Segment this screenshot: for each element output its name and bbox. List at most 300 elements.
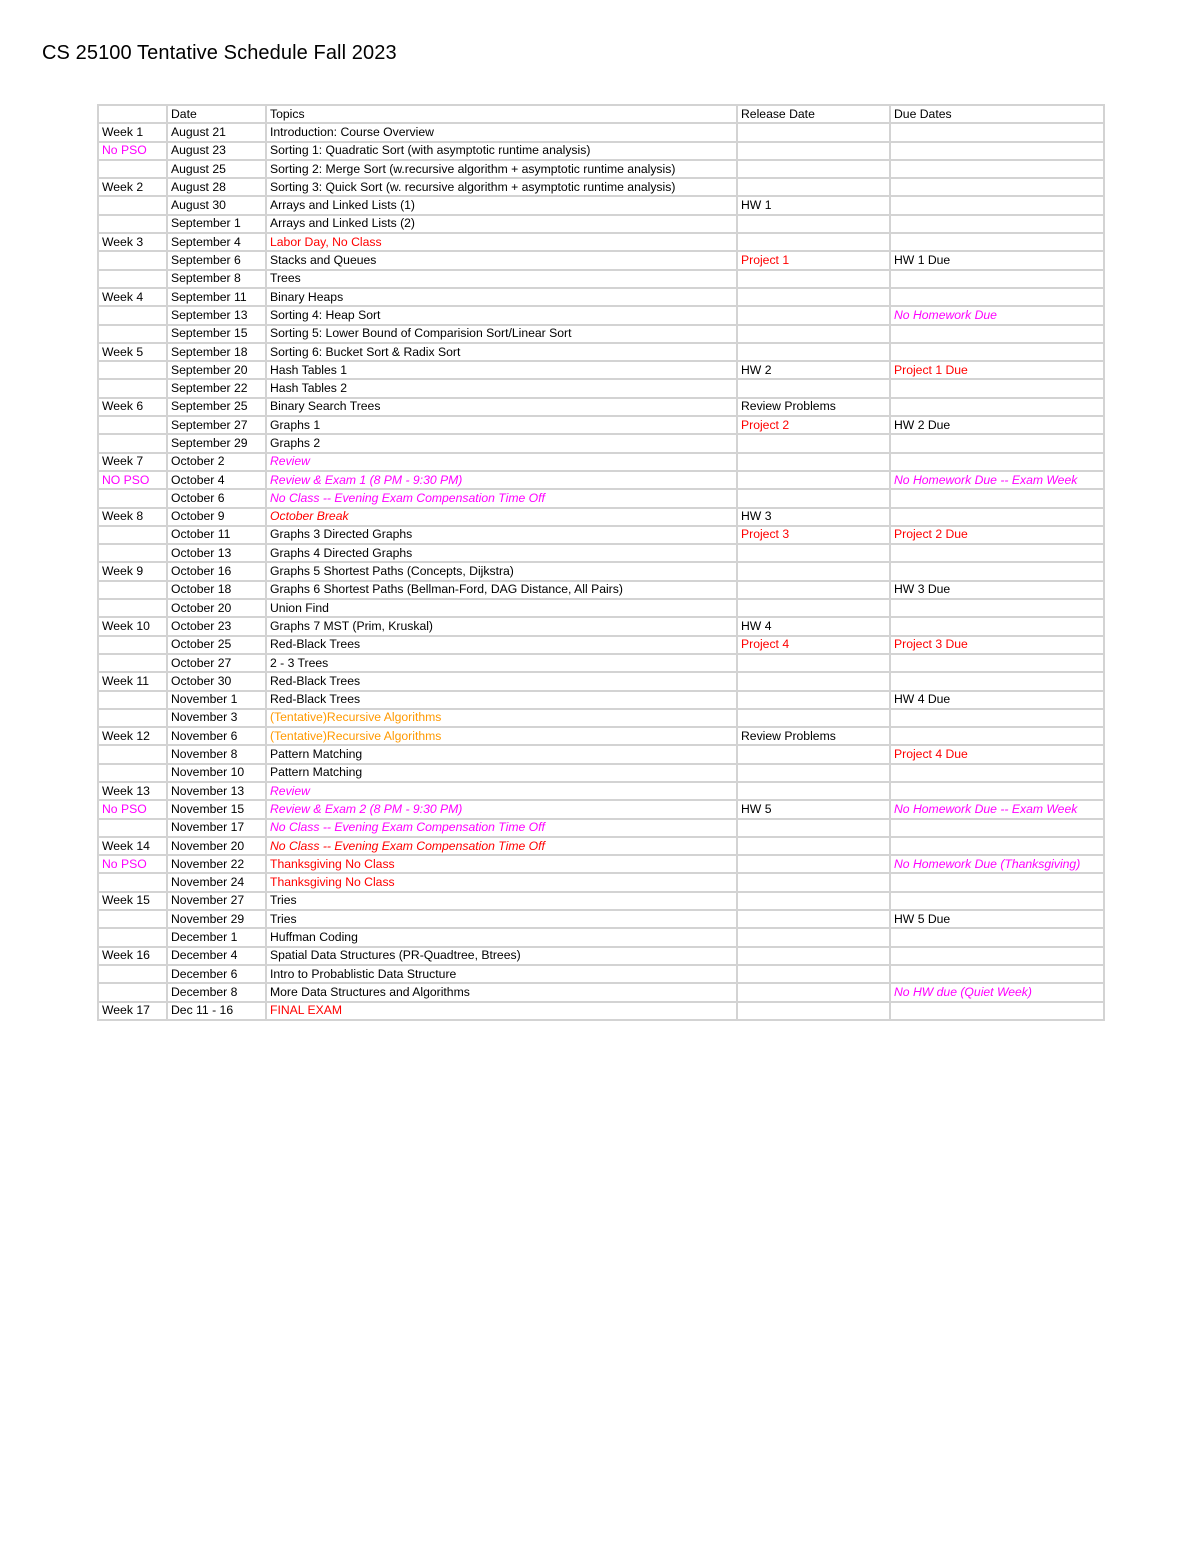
date-cell: December 4 bbox=[167, 947, 266, 965]
due-cell bbox=[890, 142, 1104, 160]
week-cell: Week 13 bbox=[98, 782, 167, 800]
week-cell bbox=[98, 636, 167, 654]
due-cell bbox=[890, 709, 1104, 727]
due-cell: No Homework Due bbox=[890, 306, 1104, 324]
date-cell: November 27 bbox=[167, 892, 266, 910]
date-cell: October 30 bbox=[167, 672, 266, 690]
topic-cell: Tries bbox=[266, 910, 737, 928]
release-cell bbox=[737, 215, 890, 233]
release-cell: Project 2 bbox=[737, 416, 890, 434]
topic-cell: Sorting 2: Merge Sort (w.recursive algorithm + asymptotic runtime analysis) bbox=[266, 160, 737, 178]
header-topics: Topics bbox=[266, 105, 737, 123]
header-due-dates: Due Dates bbox=[890, 105, 1104, 123]
topic-cell: Pattern Matching bbox=[266, 745, 737, 763]
table-row bbox=[98, 233, 1104, 251]
due-cell bbox=[890, 544, 1104, 562]
header-release-date: Release Date bbox=[737, 105, 890, 123]
release-cell: Review Problems bbox=[737, 727, 890, 745]
due-cell: Project 3 Due bbox=[890, 636, 1104, 654]
week-cell bbox=[98, 764, 167, 782]
table-row bbox=[98, 379, 1104, 397]
topic-cell: Graphs 5 Shortest Paths (Concepts, Dijkstra) bbox=[266, 562, 737, 580]
date-cell: September 15 bbox=[167, 325, 266, 343]
date-cell: October 20 bbox=[167, 599, 266, 617]
release-cell bbox=[737, 928, 890, 946]
due-cell bbox=[890, 325, 1104, 343]
table-row bbox=[98, 764, 1104, 782]
release-cell bbox=[737, 123, 890, 141]
week-cell bbox=[98, 361, 167, 379]
topic-cell: Hash Tables 1 bbox=[266, 361, 737, 379]
due-cell bbox=[890, 947, 1104, 965]
due-cell bbox=[890, 434, 1104, 452]
week-cell bbox=[98, 581, 167, 599]
release-cell: HW 2 bbox=[737, 361, 890, 379]
date-cell: September 13 bbox=[167, 306, 266, 324]
date-cell: October 6 bbox=[167, 489, 266, 507]
due-cell: HW 3 Due bbox=[890, 581, 1104, 599]
date-cell: December 6 bbox=[167, 965, 266, 983]
table-row bbox=[98, 123, 1104, 141]
date-cell: September 4 bbox=[167, 233, 266, 251]
table-row bbox=[98, 489, 1104, 507]
release-cell bbox=[737, 142, 890, 160]
table-row bbox=[98, 873, 1104, 891]
due-cell bbox=[890, 928, 1104, 946]
table-row bbox=[98, 361, 1104, 379]
date-cell: October 4 bbox=[167, 471, 266, 489]
release-cell bbox=[737, 672, 890, 690]
due-cell bbox=[890, 343, 1104, 361]
due-cell: HW 5 Due bbox=[890, 910, 1104, 928]
table-row bbox=[98, 215, 1104, 233]
week-cell bbox=[98, 745, 167, 763]
week-cell bbox=[98, 691, 167, 709]
release-cell bbox=[737, 983, 890, 1001]
topic-cell: (Tentative)Recursive Algorithms bbox=[266, 709, 737, 727]
date-cell: November 24 bbox=[167, 873, 266, 891]
date-cell: September 6 bbox=[167, 251, 266, 269]
table-row bbox=[98, 160, 1104, 178]
due-cell bbox=[890, 1002, 1104, 1020]
release-cell bbox=[737, 325, 890, 343]
date-cell: September 22 bbox=[167, 379, 266, 397]
table-row bbox=[98, 1002, 1104, 1020]
week-cell: Week 9 bbox=[98, 562, 167, 580]
due-cell bbox=[890, 654, 1104, 672]
release-cell bbox=[737, 910, 890, 928]
date-cell: August 28 bbox=[167, 178, 266, 196]
topic-cell: Thanksgiving No Class bbox=[266, 855, 737, 873]
table-row bbox=[98, 416, 1104, 434]
week-cell: Week 15 bbox=[98, 892, 167, 910]
date-cell: September 1 bbox=[167, 215, 266, 233]
release-cell bbox=[737, 654, 890, 672]
due-cell: No Homework Due (Thanksgiving) bbox=[890, 855, 1104, 873]
topic-cell: Graphs 2 bbox=[266, 434, 737, 452]
table-row bbox=[98, 691, 1104, 709]
date-cell: October 9 bbox=[167, 508, 266, 526]
table-row bbox=[98, 617, 1104, 635]
week-cell bbox=[98, 526, 167, 544]
week-cell: Week 5 bbox=[98, 343, 167, 361]
table-row bbox=[98, 965, 1104, 983]
date-cell: August 23 bbox=[167, 142, 266, 160]
due-cell: HW 4 Due bbox=[890, 691, 1104, 709]
due-cell bbox=[890, 782, 1104, 800]
due-cell bbox=[890, 562, 1104, 580]
date-cell: September 18 bbox=[167, 343, 266, 361]
table-row bbox=[98, 727, 1104, 745]
header-week bbox=[98, 105, 167, 123]
release-cell bbox=[737, 965, 890, 983]
week-cell bbox=[98, 928, 167, 946]
table-row bbox=[98, 910, 1104, 928]
topic-cell: FINAL EXAM bbox=[266, 1002, 737, 1020]
schedule-table bbox=[97, 104, 1105, 1021]
topic-cell: Graphs 7 MST (Prim, Kruskal) bbox=[266, 617, 737, 635]
release-cell bbox=[737, 947, 890, 965]
date-cell: September 25 bbox=[167, 398, 266, 416]
week-cell bbox=[98, 910, 167, 928]
topic-cell: Red-Black Trees bbox=[266, 691, 737, 709]
header-date: Date bbox=[167, 105, 266, 123]
topic-cell: Arrays and Linked Lists (2) bbox=[266, 215, 737, 233]
week-cell bbox=[98, 965, 167, 983]
topic-cell: October Break bbox=[266, 508, 737, 526]
release-cell bbox=[737, 160, 890, 178]
release-cell bbox=[737, 855, 890, 873]
week-cell: Week 8 bbox=[98, 508, 167, 526]
table-row bbox=[98, 800, 1104, 818]
week-cell: Week 17 bbox=[98, 1002, 167, 1020]
topic-cell: Stacks and Queues bbox=[266, 251, 737, 269]
week-cell: No PSO bbox=[98, 142, 167, 160]
due-cell: HW 2 Due bbox=[890, 416, 1104, 434]
date-cell: August 21 bbox=[167, 123, 266, 141]
table-row bbox=[98, 325, 1104, 343]
topic-cell: Graphs 1 bbox=[266, 416, 737, 434]
date-cell: September 11 bbox=[167, 288, 266, 306]
date-cell: September 8 bbox=[167, 270, 266, 288]
due-cell bbox=[890, 892, 1104, 910]
table-row bbox=[98, 837, 1104, 855]
due-cell bbox=[890, 160, 1104, 178]
week-cell bbox=[98, 325, 167, 343]
release-cell bbox=[737, 288, 890, 306]
due-cell bbox=[890, 270, 1104, 288]
release-cell bbox=[737, 599, 890, 617]
topic-cell: Union Find bbox=[266, 599, 737, 617]
table-row bbox=[98, 709, 1104, 727]
topic-cell: Thanksgiving No Class bbox=[266, 873, 737, 891]
topic-cell: No Class -- Evening Exam Compensation Time Off bbox=[266, 837, 737, 855]
date-cell: November 3 bbox=[167, 709, 266, 727]
topic-cell: Sorting 3: Quick Sort (w. recursive algorithm + asymptotic runtime analysis) bbox=[266, 178, 737, 196]
due-cell: No Homework Due -- Exam Week bbox=[890, 800, 1104, 818]
release-cell: Project 1 bbox=[737, 251, 890, 269]
table-row bbox=[98, 508, 1104, 526]
release-cell bbox=[737, 562, 890, 580]
week-cell bbox=[98, 306, 167, 324]
due-cell bbox=[890, 837, 1104, 855]
table-row bbox=[98, 745, 1104, 763]
table-row bbox=[98, 599, 1104, 617]
due-cell: Project 1 Due bbox=[890, 361, 1104, 379]
table-row bbox=[98, 526, 1104, 544]
date-cell: November 6 bbox=[167, 727, 266, 745]
table-row bbox=[98, 343, 1104, 361]
table-row bbox=[98, 288, 1104, 306]
release-cell: Project 3 bbox=[737, 526, 890, 544]
release-cell bbox=[737, 270, 890, 288]
table-row bbox=[98, 928, 1104, 946]
topic-cell: Review bbox=[266, 453, 737, 471]
table-row bbox=[98, 983, 1104, 1001]
release-cell bbox=[737, 709, 890, 727]
topic-cell: Labor Day, No Class bbox=[266, 233, 737, 251]
date-cell: November 10 bbox=[167, 764, 266, 782]
due-cell: No HW due (Quiet Week) bbox=[890, 983, 1104, 1001]
table-row bbox=[98, 782, 1104, 800]
topic-cell: Hash Tables 2 bbox=[266, 379, 737, 397]
release-cell bbox=[737, 691, 890, 709]
table-row bbox=[98, 434, 1104, 452]
week-cell bbox=[98, 873, 167, 891]
release-cell bbox=[737, 873, 890, 891]
date-cell: September 20 bbox=[167, 361, 266, 379]
topic-cell: Intro to Probablistic Data Structure bbox=[266, 965, 737, 983]
topic-cell: Huffman Coding bbox=[266, 928, 737, 946]
due-cell: HW 1 Due bbox=[890, 251, 1104, 269]
topic-cell: Binary Heaps bbox=[266, 288, 737, 306]
due-cell bbox=[890, 215, 1104, 233]
date-cell: October 23 bbox=[167, 617, 266, 635]
week-cell bbox=[98, 599, 167, 617]
week-cell bbox=[98, 983, 167, 1001]
table-row bbox=[98, 306, 1104, 324]
table-row bbox=[98, 471, 1104, 489]
date-cell: October 25 bbox=[167, 636, 266, 654]
due-cell bbox=[890, 599, 1104, 617]
due-cell bbox=[890, 196, 1104, 214]
release-cell bbox=[737, 764, 890, 782]
week-cell bbox=[98, 160, 167, 178]
release-cell bbox=[737, 453, 890, 471]
header-row bbox=[98, 105, 1104, 123]
topic-cell: Sorting 4: Heap Sort bbox=[266, 306, 737, 324]
date-cell: October 16 bbox=[167, 562, 266, 580]
release-cell: Project 4 bbox=[737, 636, 890, 654]
due-cell bbox=[890, 873, 1104, 891]
due-cell bbox=[890, 123, 1104, 141]
date-cell: August 25 bbox=[167, 160, 266, 178]
release-cell: HW 5 bbox=[737, 800, 890, 818]
due-cell bbox=[890, 727, 1104, 745]
date-cell: November 17 bbox=[167, 819, 266, 837]
release-cell bbox=[737, 892, 890, 910]
topic-cell: Introduction: Course Overview bbox=[266, 123, 737, 141]
week-cell bbox=[98, 489, 167, 507]
week-cell bbox=[98, 251, 167, 269]
topic-cell: No Class -- Evening Exam Compensation Time Off bbox=[266, 819, 737, 837]
release-cell bbox=[737, 544, 890, 562]
week-cell bbox=[98, 416, 167, 434]
week-cell bbox=[98, 196, 167, 214]
table-row bbox=[98, 636, 1104, 654]
schedule-body bbox=[98, 123, 1104, 1020]
release-cell bbox=[737, 1002, 890, 1020]
date-cell: August 30 bbox=[167, 196, 266, 214]
week-cell: Week 6 bbox=[98, 398, 167, 416]
topic-cell: Sorting 6: Bucket Sort & Radix Sort bbox=[266, 343, 737, 361]
release-cell bbox=[737, 306, 890, 324]
week-cell bbox=[98, 654, 167, 672]
topic-cell: Graphs 4 Directed Graphs bbox=[266, 544, 737, 562]
week-cell bbox=[98, 709, 167, 727]
week-cell bbox=[98, 215, 167, 233]
date-cell: September 29 bbox=[167, 434, 266, 452]
table-row bbox=[98, 196, 1104, 214]
due-cell bbox=[890, 672, 1104, 690]
topic-cell: Review & Exam 2 (8 PM - 9:30 PM) bbox=[266, 800, 737, 818]
week-cell: No PSO bbox=[98, 800, 167, 818]
due-cell bbox=[890, 965, 1104, 983]
date-cell: October 2 bbox=[167, 453, 266, 471]
topic-cell: Trees bbox=[266, 270, 737, 288]
due-cell bbox=[890, 288, 1104, 306]
topic-cell: Arrays and Linked Lists (1) bbox=[266, 196, 737, 214]
table-row bbox=[98, 178, 1104, 196]
topic-cell: Review & Exam 1 (8 PM - 9:30 PM) bbox=[266, 471, 737, 489]
table-row bbox=[98, 892, 1104, 910]
topic-cell: Sorting 1: Quadratic Sort (with asymptotic runtime analysis) bbox=[266, 142, 737, 160]
topic-cell: 2 - 3 Trees bbox=[266, 654, 737, 672]
week-cell: NO PSO bbox=[98, 471, 167, 489]
table-row bbox=[98, 544, 1104, 562]
table-row bbox=[98, 453, 1104, 471]
week-cell: Week 14 bbox=[98, 837, 167, 855]
release-cell bbox=[737, 745, 890, 763]
topic-cell: Spatial Data Structures (PR-Quadtree, Btrees) bbox=[266, 947, 737, 965]
table-row bbox=[98, 855, 1104, 873]
release-cell bbox=[737, 837, 890, 855]
week-cell: Week 4 bbox=[98, 288, 167, 306]
due-cell bbox=[890, 819, 1104, 837]
release-cell: HW 1 bbox=[737, 196, 890, 214]
table-row bbox=[98, 654, 1104, 672]
topic-cell: Graphs 6 Shortest Paths (Bellman-Ford, DAG Distance, All Pairs) bbox=[266, 581, 737, 599]
due-cell: No Homework Due -- Exam Week bbox=[890, 471, 1104, 489]
week-cell bbox=[98, 270, 167, 288]
topic-cell: Review bbox=[266, 782, 737, 800]
due-cell: Project 2 Due bbox=[890, 526, 1104, 544]
week-cell: Week 12 bbox=[98, 727, 167, 745]
page-title: CS 25100 Tentative Schedule Fall 2023 bbox=[42, 42, 397, 64]
release-cell bbox=[737, 581, 890, 599]
date-cell: Dec 11 - 16 bbox=[167, 1002, 266, 1020]
week-cell: Week 3 bbox=[98, 233, 167, 251]
topic-cell: (Tentative)Recursive Algorithms bbox=[266, 727, 737, 745]
due-cell bbox=[890, 453, 1104, 471]
week-cell: No PSO bbox=[98, 855, 167, 873]
table-row bbox=[98, 581, 1104, 599]
release-cell bbox=[737, 434, 890, 452]
week-cell: Week 2 bbox=[98, 178, 167, 196]
release-cell: Review Problems bbox=[737, 398, 890, 416]
release-cell: HW 3 bbox=[737, 508, 890, 526]
release-cell bbox=[737, 782, 890, 800]
week-cell: Week 16 bbox=[98, 947, 167, 965]
release-cell bbox=[737, 178, 890, 196]
release-cell: HW 4 bbox=[737, 617, 890, 635]
topic-cell: Sorting 5: Lower Bound of Comparision Sort/Linear Sort bbox=[266, 325, 737, 343]
table-row bbox=[98, 672, 1104, 690]
date-cell: October 11 bbox=[167, 526, 266, 544]
date-cell: September 27 bbox=[167, 416, 266, 434]
topic-cell: Pattern Matching bbox=[266, 764, 737, 782]
topic-cell: No Class -- Evening Exam Compensation Time Off bbox=[266, 489, 737, 507]
topic-cell: Binary Search Trees bbox=[266, 398, 737, 416]
due-cell bbox=[890, 617, 1104, 635]
date-cell: October 27 bbox=[167, 654, 266, 672]
table-row bbox=[98, 142, 1104, 160]
release-cell bbox=[737, 343, 890, 361]
release-cell bbox=[737, 471, 890, 489]
date-cell: October 13 bbox=[167, 544, 266, 562]
topic-cell: Red-Black Trees bbox=[266, 636, 737, 654]
due-cell bbox=[890, 508, 1104, 526]
release-cell bbox=[737, 233, 890, 251]
topic-cell: Graphs 3 Directed Graphs bbox=[266, 526, 737, 544]
date-cell: November 1 bbox=[167, 691, 266, 709]
topic-cell: Red-Black Trees bbox=[266, 672, 737, 690]
week-cell: Week 7 bbox=[98, 453, 167, 471]
release-cell bbox=[737, 819, 890, 837]
date-cell: December 8 bbox=[167, 983, 266, 1001]
due-cell bbox=[890, 489, 1104, 507]
release-cell bbox=[737, 489, 890, 507]
due-cell: Project 4 Due bbox=[890, 745, 1104, 763]
date-cell: November 13 bbox=[167, 782, 266, 800]
date-cell: November 15 bbox=[167, 800, 266, 818]
table-row bbox=[98, 270, 1104, 288]
week-cell bbox=[98, 434, 167, 452]
week-cell bbox=[98, 544, 167, 562]
week-cell: Week 1 bbox=[98, 123, 167, 141]
release-cell bbox=[737, 379, 890, 397]
due-cell bbox=[890, 178, 1104, 196]
date-cell: November 20 bbox=[167, 837, 266, 855]
table-row bbox=[98, 398, 1104, 416]
due-cell bbox=[890, 379, 1104, 397]
week-cell bbox=[98, 379, 167, 397]
table-row bbox=[98, 947, 1104, 965]
due-cell bbox=[890, 398, 1104, 416]
week-cell: Week 10 bbox=[98, 617, 167, 635]
date-cell: October 18 bbox=[167, 581, 266, 599]
due-cell bbox=[890, 764, 1104, 782]
table-row bbox=[98, 251, 1104, 269]
table-row bbox=[98, 819, 1104, 837]
topic-cell: More Data Structures and Algorithms bbox=[266, 983, 737, 1001]
date-cell: December 1 bbox=[167, 928, 266, 946]
date-cell: November 29 bbox=[167, 910, 266, 928]
due-cell bbox=[890, 233, 1104, 251]
week-cell: Week 11 bbox=[98, 672, 167, 690]
topic-cell: Tries bbox=[266, 892, 737, 910]
date-cell: November 22 bbox=[167, 855, 266, 873]
